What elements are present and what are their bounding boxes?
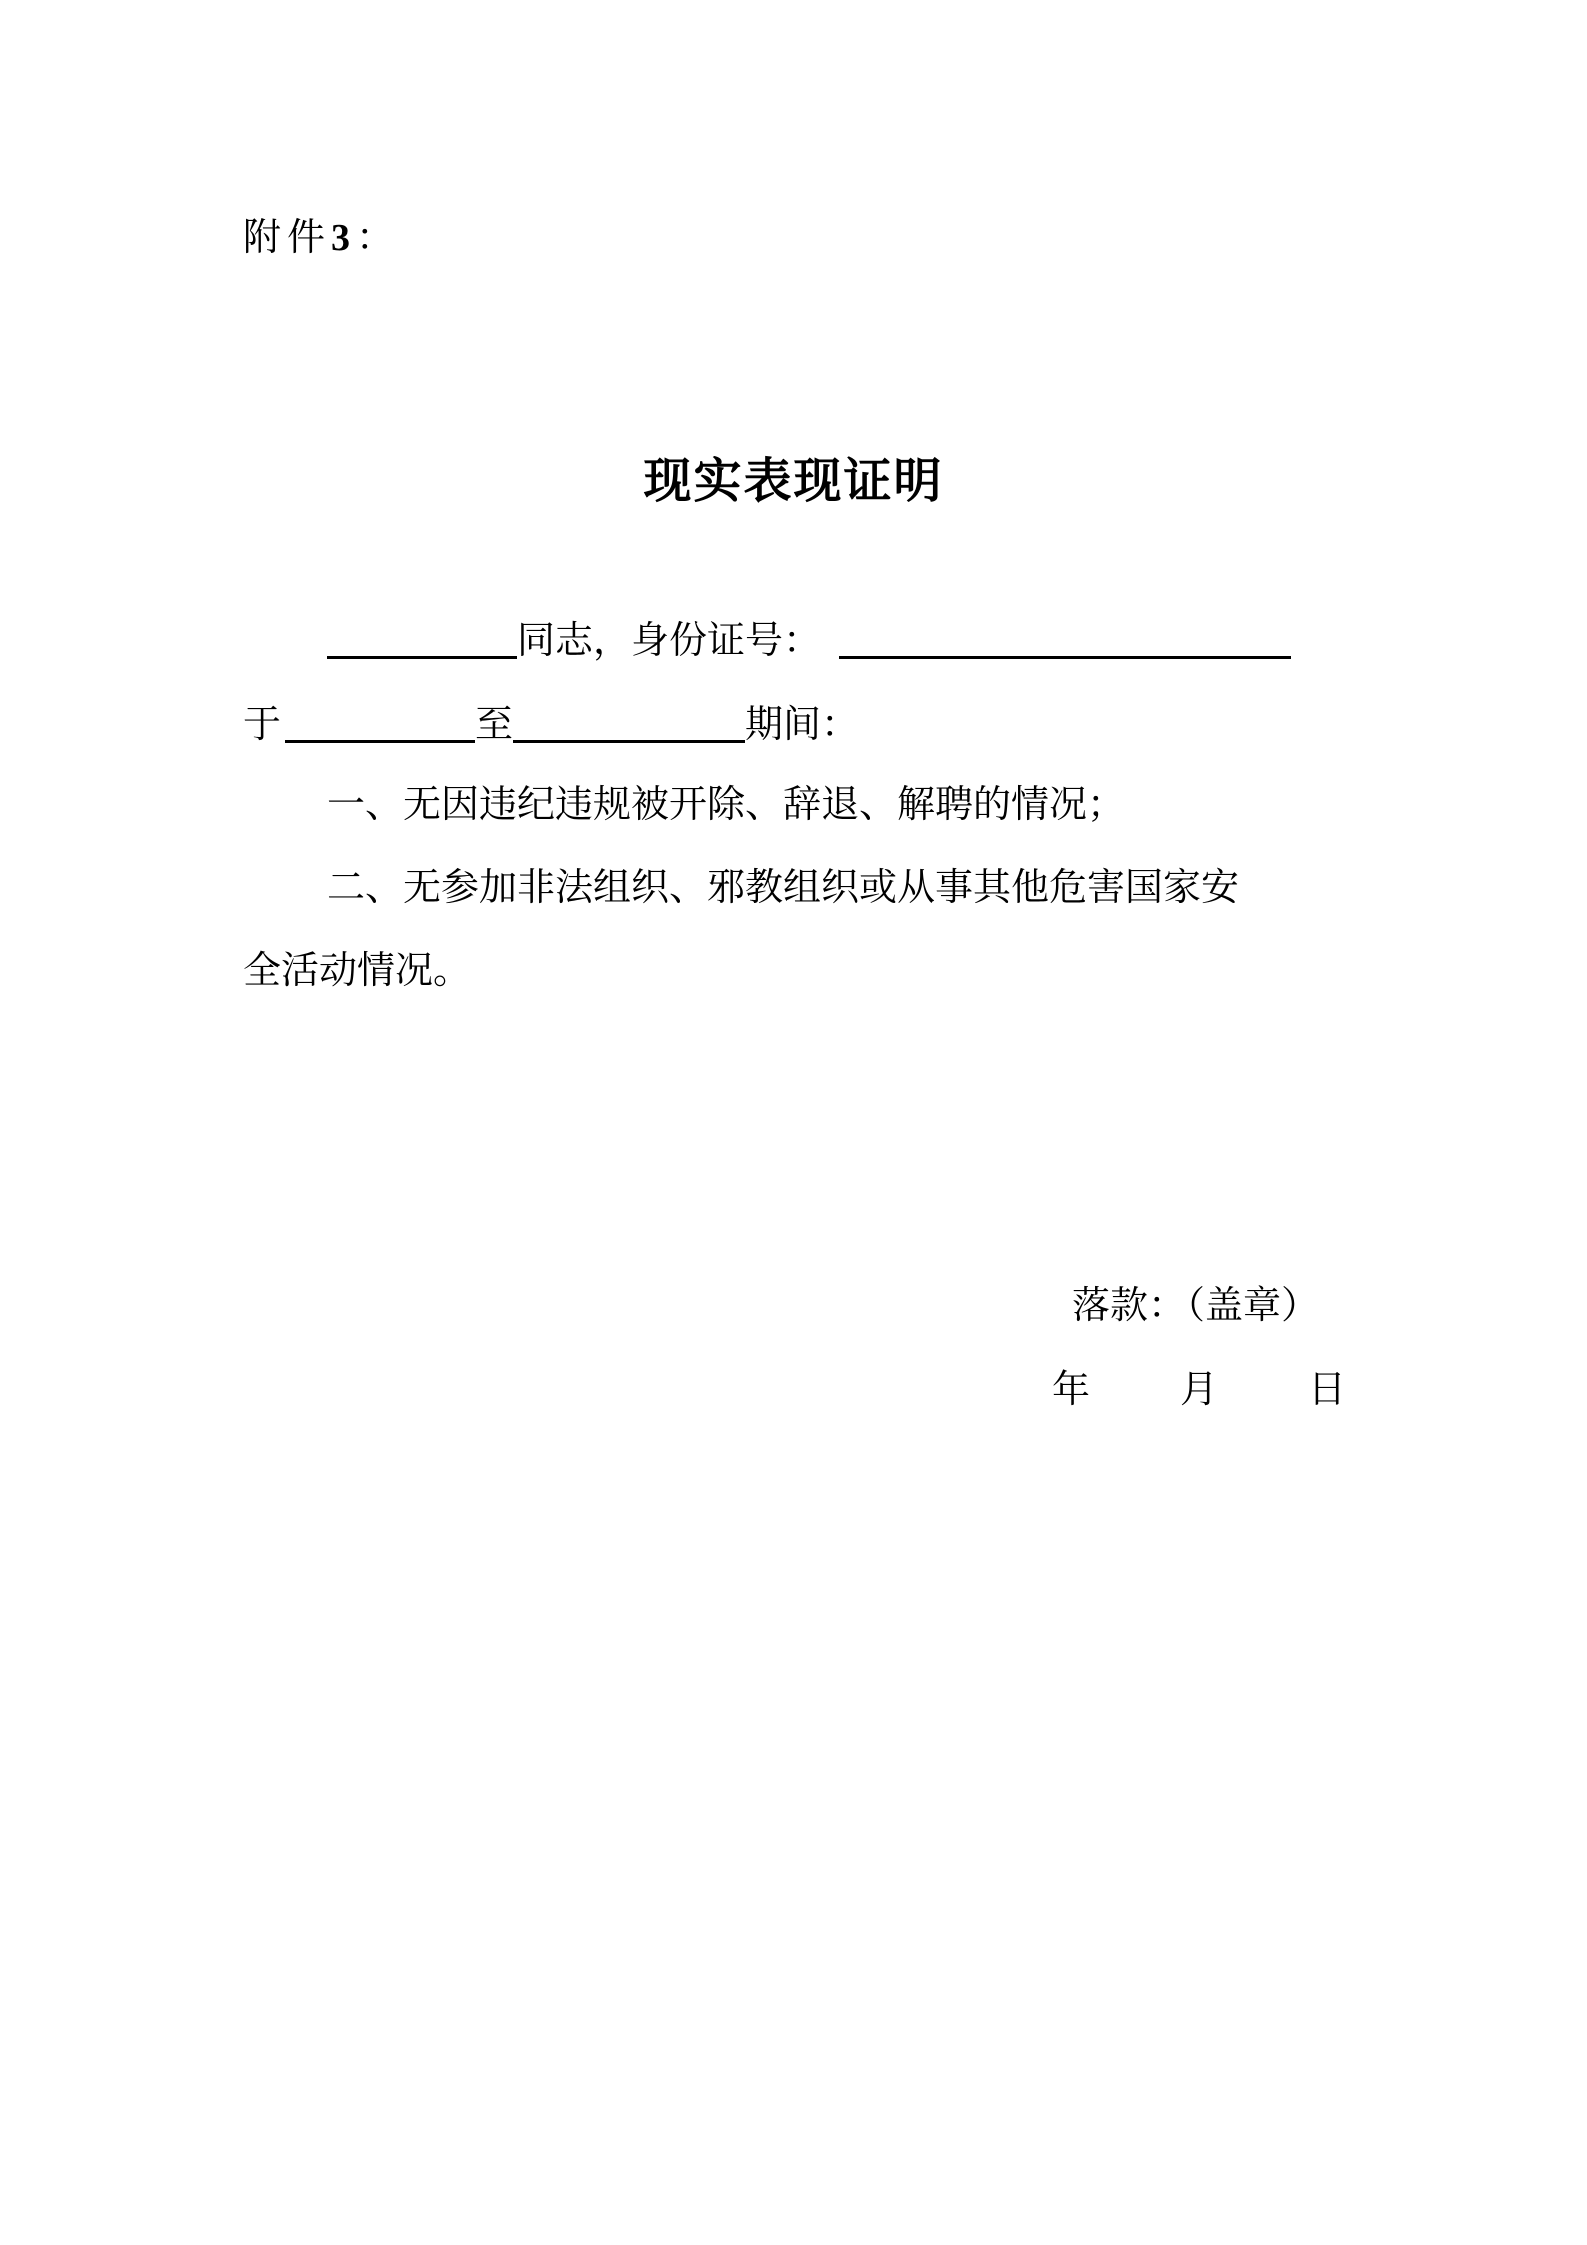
start-date-blank[interactable] (285, 702, 475, 743)
month-label: 月 (1180, 1367, 1219, 1411)
attachment-label (243, 215, 401, 259)
date-line (1052, 1367, 1347, 1411)
signature-label: 落款：（盖章） (1072, 1283, 1320, 1327)
attachment-number: 3 (331, 217, 357, 259)
id-number-blank[interactable] (839, 618, 1291, 659)
period-line (243, 702, 860, 746)
attachment-colon: ： (356, 215, 401, 259)
statement-item-1: 一、无因违纪违规被开除、辞退、解聘的情况； (327, 782, 1126, 826)
name-blank[interactable] (327, 618, 517, 659)
end-date-blank[interactable] (513, 702, 745, 743)
name-id-line (327, 618, 1291, 662)
attachment-label-text: 附件 (243, 215, 332, 259)
to-label: 至 (475, 702, 514, 746)
name-suffix: 同志，身份证号： (517, 618, 822, 662)
statement-item-2-continued: 全活动情况。 (243, 948, 472, 992)
document-title: 现实表现证明 (643, 453, 944, 509)
period-label: 期间： (745, 702, 860, 746)
day-label: 日 (1308, 1367, 1347, 1411)
from-prefix: 于 (243, 702, 282, 746)
statement-item-2: 二、无参加非法组织、邪教组织或从事其他危害国家安 (327, 865, 1240, 909)
year-label: 年 (1052, 1367, 1091, 1411)
